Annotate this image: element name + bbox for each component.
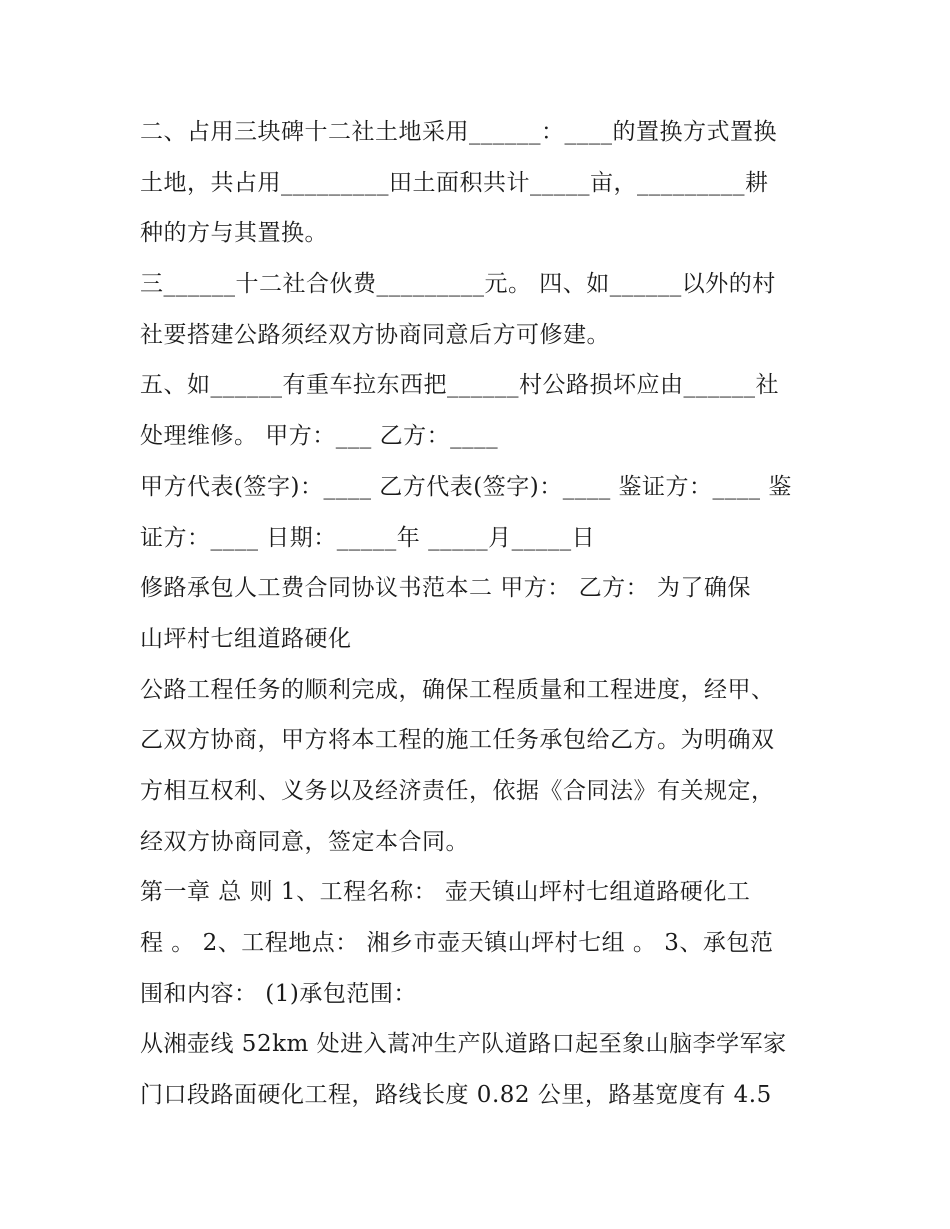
- text-line: 门口段路面硬化工程，路线长度 0.82 公里，路基宽度有 4.5: [140, 1082, 772, 1109]
- text-line: 证方：____ 日期：_____年 _____月_____日: [140, 524, 596, 551]
- document-body: [140, 107, 812, 1121]
- text-line: 五、如______有重车拉东西把______村公路损坏应由______社: [140, 372, 779, 399]
- text-line: 处理维修。 甲方：___ 乙方：____: [140, 423, 499, 450]
- text-line: 公路工程任务的顺利完成，确保工程质量和工程进度，经甲、: [140, 676, 775, 703]
- text-line: 土地，共占用_________田土面积共计_____亩，_________耕: [140, 169, 769, 196]
- text-line: 第一章 总 则 1、工程名称： 壶天镇山坪村七组道路硬化工: [140, 879, 751, 906]
- text-line: 围和内容： (1)承包范围：: [140, 980, 417, 1007]
- text-line: 种的方与其置换。: [140, 220, 328, 247]
- text-line: 二、占用三块碑十二社土地采用______：____的置换方式置换: [140, 119, 777, 145]
- text-line: 程 。 2、工程地点： 湘乡市壶天镇山坪村七组 。 3、承包范: [140, 930, 774, 956]
- text-line: 方相互权利、义务以及经济责任，依据《合同法》有关规定，: [140, 777, 775, 804]
- text-line: 甲方代表(签字)：____ 乙方代表(签字)：____ 鉴证方：____ 鉴: [140, 473, 792, 500]
- text-line: 经双方协商同意，签定本合同。: [140, 828, 469, 855]
- text-line: 山坪村七组道路硬化: [140, 625, 352, 652]
- text-line: 修路承包人工费合同协议书范本二 甲方： 乙方： 为了确保: [140, 575, 751, 602]
- text-line: 三______十二社合伙费_________元。 四、如______以外的村: [140, 271, 776, 298]
- text-line: 社要搭建公路须经双方协商同意后方可修建。: [140, 321, 610, 348]
- text-line: 乙双方协商，甲方将本工程的施工任务承包给乙方。为明确双: [140, 727, 775, 754]
- text-line: 从湘壶线 52km 处进入蒿冲生产队道路口起至象山脑李学军家: [140, 1031, 787, 1058]
